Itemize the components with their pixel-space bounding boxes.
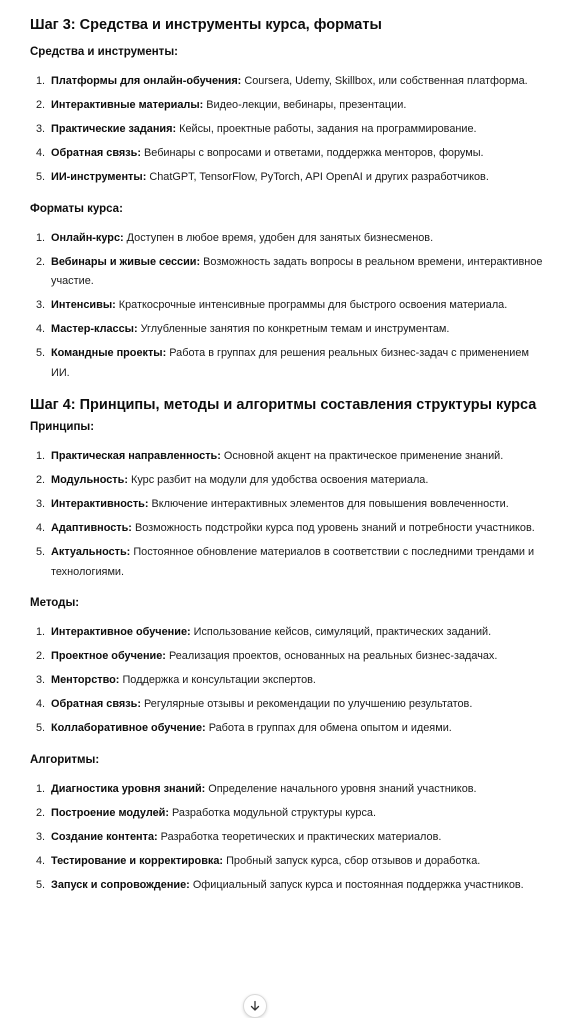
item-description: Реализация проектов, основанных на реальных бизнес-задачах. — [165, 650, 498, 662]
item-description: Работа в группах для решения реальных бизнес-задач с применением ИИ. — [51, 347, 529, 379]
list-number: 1. — [36, 231, 46, 244]
list-item — [30, 471, 550, 491]
list-item — [30, 695, 550, 715]
item-term: Адаптивность: — [51, 522, 132, 534]
scroll-to-bottom-button[interactable] — [243, 994, 267, 1018]
item-term: Обратная связь: — [51, 147, 141, 159]
tools-list — [30, 72, 550, 188]
list-item — [30, 719, 550, 739]
algorithms-heading: Алгоритмы: — [30, 753, 100, 766]
list-item — [30, 120, 550, 140]
item-term: Командные проекты: — [51, 347, 167, 359]
list-number: 2. — [36, 474, 46, 486]
list-item — [30, 229, 550, 249]
item-term: Практическая направленность: — [51, 450, 221, 462]
item-description: Видео-лекции, вебинары, презентации. — [203, 99, 407, 111]
item-term: Создание контента: — [51, 830, 158, 843]
list-number: 3. — [36, 674, 46, 686]
item-description: Пробный запуск курса, сбор отзывов и доработка. — [223, 854, 481, 867]
formats-list — [30, 229, 550, 384]
list-item — [30, 296, 550, 316]
item-description: Официальный запуск курса и постоянная поддержка участников. — [189, 878, 524, 891]
item-description: Coursera, Udemy, Skillbox, или собственная платформа. — [241, 75, 528, 87]
item-term: Тестирование и корректировка: — [51, 854, 224, 867]
list-number: 4. — [36, 854, 46, 867]
item-term: Менторство: — [51, 674, 120, 686]
principles-heading: Принципы: — [30, 421, 95, 433]
list-item — [30, 804, 550, 824]
item-term: Запуск и сопровождение: — [51, 878, 190, 891]
list-number: 1. — [36, 626, 46, 638]
list-item — [30, 344, 550, 383]
list-number: 2. — [36, 255, 46, 268]
list-number: 4. — [36, 147, 46, 159]
list-number: 5. — [36, 171, 46, 183]
item-term: Платформы для онлайн-обучения: — [51, 75, 242, 87]
list-number: 2. — [36, 99, 46, 111]
list-item — [30, 320, 550, 340]
list-item — [30, 828, 550, 848]
list-number: 4. — [36, 323, 46, 335]
list-item — [30, 671, 550, 691]
list-number: 5. — [36, 546, 46, 558]
item-description: Курс разбит на модули для удобства освоения материала. — [127, 474, 429, 486]
item-description: Разработка модульной структуры курса. — [168, 806, 376, 819]
chat-message-content — [30, 14, 550, 895]
list-number: 3. — [36, 830, 46, 843]
item-term: Проектное обучение: — [51, 650, 166, 662]
item-description: Возможность задать вопросы в реальном времени, интерактивное участие. — [51, 255, 543, 287]
list-number: 5. — [36, 347, 46, 359]
item-description: Углубленные занятия по конкретным темам и инструментам. — [137, 323, 450, 335]
item-term: Диагностика уровня знаний: — [51, 782, 206, 795]
list-item — [30, 543, 550, 582]
item-description: ChatGPT, TensorFlow, PyTorch, API OpenAI и других разработчиков. — [146, 171, 489, 183]
list-number: 3. — [36, 498, 46, 510]
item-description: Кейсы, проектные работы, задания на программирование. — [176, 123, 477, 135]
item-term: Мастер-классы: — [51, 323, 138, 335]
item-term: Интенсивы: — [51, 299, 116, 311]
list-number: 4. — [36, 698, 46, 710]
item-term: Построение модулей: — [51, 806, 169, 819]
list-number: 5. — [36, 878, 46, 891]
list-item — [30, 495, 550, 515]
list-number: 3. — [36, 123, 46, 135]
list-item — [30, 780, 550, 800]
item-term: Интерактивные материалы: — [51, 99, 204, 111]
item-term: ИИ-инструменты: — [51, 171, 147, 183]
list-number: 2. — [36, 650, 46, 662]
list-number: 1. — [36, 782, 46, 795]
item-description: Определение начального уровня знаний участников. — [205, 782, 477, 795]
list-item — [30, 623, 550, 643]
item-term: Обратная связь: — [51, 698, 141, 710]
list-item — [30, 96, 550, 116]
item-term: Вебинары и живые сессии: — [51, 255, 201, 268]
list-number: 5. — [36, 722, 46, 734]
list-item — [30, 447, 550, 467]
item-description: Использование кейсов, симуляций, практических заданий. — [190, 626, 492, 638]
item-description: Разработка теоретических и практических материалов. — [157, 830, 442, 843]
algorithms-list — [30, 780, 550, 896]
item-description: Постоянное обновление материалов в соответствии с последними трендами и технологиями. — [51, 546, 535, 578]
list-item — [30, 168, 550, 188]
list-item — [30, 144, 550, 164]
list-item — [30, 876, 550, 896]
item-term: Актуальность: — [51, 546, 131, 558]
list-item — [30, 852, 550, 872]
item-description: Включение интерактивных элементов для повышения вовлеченности. — [148, 498, 509, 510]
item-description: Возможность подстройки курса под уровень знаний и потребности участников. — [131, 522, 535, 534]
arrow-down-icon — [249, 1000, 261, 1012]
principles-list — [30, 447, 550, 582]
item-description: Поддержка и консультации экспертов. — [119, 674, 316, 686]
methods-heading: Методы: — [30, 597, 80, 609]
item-term: Практические задания: — [51, 123, 177, 135]
list-number: 2. — [36, 806, 46, 819]
step4-title: Шаг 4: Принципы, методы и алгоритмы составления структуры курса — [30, 397, 537, 413]
item-description: Основной акцент на практическое применение знаний. — [220, 450, 504, 462]
item-description: Вебинары с вопросами и ответами, поддержка менторов, форумы. — [140, 147, 484, 159]
list-item — [30, 647, 550, 667]
methods-list — [30, 623, 550, 739]
list-item — [30, 519, 550, 539]
item-term: Модульность: — [51, 474, 128, 486]
tools-heading: Средства и инструменты: — [30, 46, 178, 58]
item-description: Краткосрочные интенсивные программы для быстрого освоения материала. — [115, 299, 508, 311]
item-term: Коллаборативное обучение: — [51, 722, 206, 734]
item-term: Интерактивность: — [51, 498, 149, 510]
item-description: Регулярные отзывы и рекомендации по улучшению результатов. — [140, 698, 473, 710]
list-number: 1. — [36, 75, 46, 87]
item-description: Доступен в любое время, удобен для занятых бизнесменов. — [123, 231, 434, 244]
item-term: Онлайн-курс: — [51, 231, 124, 244]
formats-heading: Форматы курса: — [30, 202, 123, 215]
item-description: Работа в группах для обмена опытом и идеями. — [205, 722, 452, 734]
list-number: 1. — [36, 450, 46, 462]
item-term: Интерактивное обучение: — [51, 626, 191, 638]
list-item — [30, 72, 550, 92]
step3-title: Шаг 3: Средства и инструменты курса, форматы — [30, 17, 382, 33]
list-number: 4. — [36, 522, 46, 534]
list-item — [30, 253, 550, 292]
list-number: 3. — [36, 299, 46, 311]
